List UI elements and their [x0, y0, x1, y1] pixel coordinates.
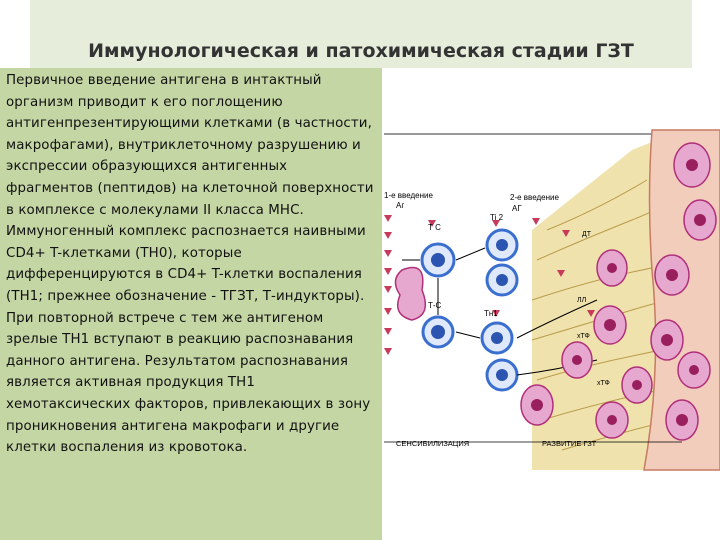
label-ag-2: АГ [512, 204, 522, 213]
label-th1: Тн1 [484, 309, 498, 318]
label-t-b: ЛЛ [577, 297, 587, 304]
macrophage-cell [395, 268, 425, 321]
label-tc-2: Т-С [428, 301, 442, 310]
gzt-diagram [382, 70, 720, 530]
label-t-a: ДТ [582, 231, 592, 238]
body-paragraph: Первичное введение антигена в интактный организм приводит к его поглощению антигенпрезентирующими клетками (в частности, макрофагами), внутриклеточному разрушению и экспрессии образующихся антигенных фрагментов (пептидов) на клеточной поверхности в комплексе с молекулами II класса МНС. Иммуногенный комплекс распознается наивными CD4+ T-клетками (ТН0), которые дифференцируются в CD4+ T-клетки воспаления (ТН1; прежнее обозначение - ТГЗТ, Т-индукторы). При повторной встрече с тем же антигеном зрелые ТН1 вступают в реакцию распознавания данного антигена. Результатом распознавания является активная продукция ТН1 хемотаксических факторов, привлекающих в зону проникновения антигена макрофаги и другие клетки воспаления из кровотока. [6, 73, 374, 456]
label-sensitization: СЕНСИБИЛИЗАЦИЯ [396, 439, 470, 448]
slide-title: Иммунологическая и патохимическая стадии ГЗТ [88, 40, 634, 62]
label-ti2: Ti 2 [490, 213, 504, 222]
label-first-intro: 1-е введение [384, 191, 433, 200]
label-development: РАЗВИТИЕ ГЗТ [542, 439, 597, 448]
label-t-c: хТФ [577, 333, 590, 340]
label-ag-1: Аг [396, 201, 405, 210]
label-t-d: хТФ [597, 380, 610, 387]
label-second-intro: 2-е введение [510, 193, 559, 202]
label-tc-1: Т С [428, 223, 441, 232]
